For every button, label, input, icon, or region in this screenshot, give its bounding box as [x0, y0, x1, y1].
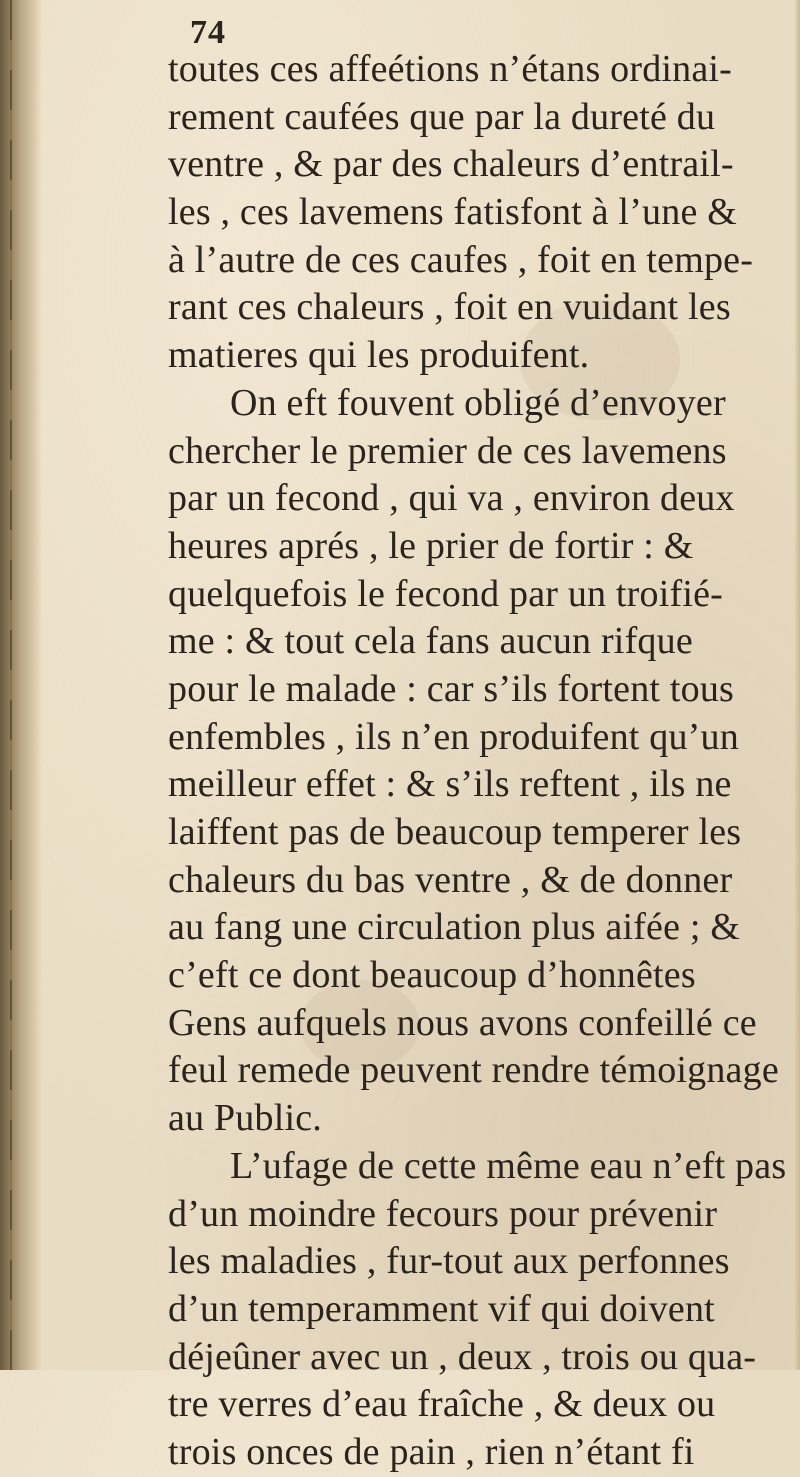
text-line: Gens aufquels nous avons confeillé ce — [168, 1001, 757, 1044]
body-text — [168, 46, 798, 1477]
text-line: rant ces chaleurs , foit en vuidant les — [168, 286, 731, 329]
text-line: les , ces lavemens fatisfont à l’une & — [168, 191, 737, 234]
text-line: quelquefois le fecond par un troifié- — [168, 572, 724, 615]
page-number: 74 — [190, 14, 226, 51]
text-line: enfembles , ils n’en produifent qu’un — [168, 715, 739, 758]
text-line: meilleur effet : & s’ils reftent , ils ne — [168, 763, 732, 806]
text-line: chaleurs du bas ventre , & de donner — [168, 858, 733, 901]
text-line: d’un moindre fecours pour prévenir — [168, 1192, 718, 1235]
text-line: matieres qui les produifent. — [168, 334, 590, 377]
text-line: au fang une circulation plus aifée ; & — [168, 906, 741, 949]
text-line: pour le malade : car s’ils fortent tous — [168, 667, 735, 710]
text-line: déjeûner avec un , deux , trois ou qua- — [168, 1335, 757, 1378]
text-line: tre verres d’eau fraîche , & deux ou — [168, 1383, 716, 1426]
text-line: d’un temperamment vif qui doivent — [168, 1287, 715, 1330]
text-line: les maladies , fur-tout aux perfonnes — [168, 1240, 730, 1283]
text-line: par un fecond , qui va , environ deux — [168, 477, 735, 520]
text-line: au Public. — [168, 1097, 322, 1140]
text-line: rement caufées que par la dureté du — [168, 95, 716, 138]
text-line: laiffent pas de beaucoup temperer les — [168, 811, 742, 853]
text-line: à l’autre de ces caufes , foit en tempe- — [168, 238, 754, 281]
text-line: heures aprés , le prier de fortir : & — [168, 524, 694, 567]
text-line: feul remede peuvent rendre témoignage — [168, 1049, 779, 1092]
text-line: chercher le premier de ces lavemens — [168, 429, 727, 472]
book-spine-edge — [0, 0, 42, 1370]
paragraph-start-line: On eft fouvent obligé d’envoyer — [230, 381, 726, 424]
text-line: toutes ces affeétions n’étans ordinai- — [168, 48, 733, 90]
text-line: me : & tout cela fans aucun rifque — [168, 620, 693, 663]
paragraph-start-line: L’ufage de cette même eau n’eft pas — [230, 1144, 787, 1187]
text-line: c’eft ce dont beaucoup d’honnêtes — [168, 954, 696, 997]
text-line: trois onces de pain , rien n’étant fi — [168, 1430, 695, 1473]
text-line: ventre , & par des chaleurs d’entrail- — [168, 143, 734, 186]
